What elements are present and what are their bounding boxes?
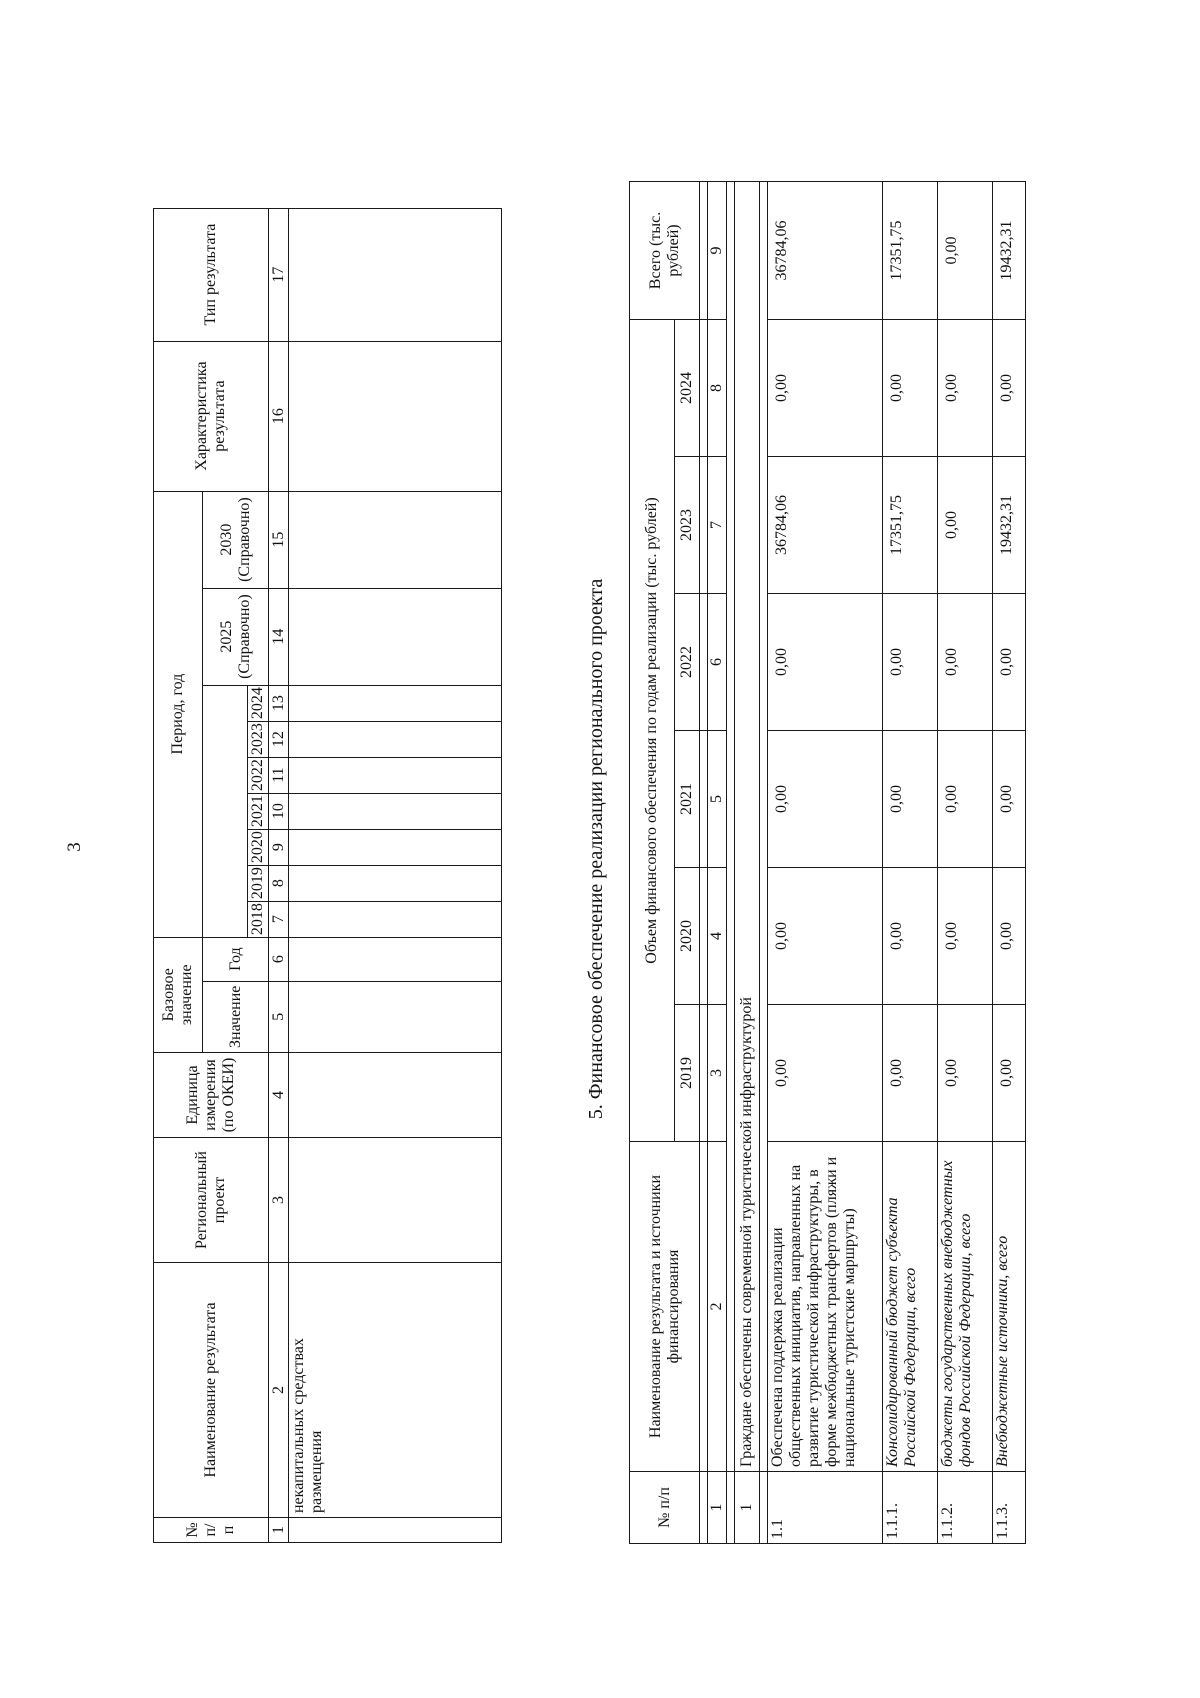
header-2025: 2025 (Справочно) — [203, 588, 269, 685]
header-no: № п/п — [154, 1518, 269, 1543]
header-unit: Единица измерения (по ОКЕИ) — [154, 1053, 269, 1138]
col-number: 8 — [708, 320, 727, 457]
value-cell: 0,00 — [883, 594, 938, 731]
empty-cell — [289, 341, 502, 491]
header-type: Тип результата — [154, 208, 269, 341]
col-number: 4 — [708, 868, 727, 1005]
header-year: 2020 — [675, 868, 700, 1005]
header-year: 2024 — [248, 685, 269, 721]
value-cell: 17351,75 — [883, 182, 938, 320]
value-cell: 0,00 — [938, 1005, 993, 1142]
value-cell: 0,00 — [768, 731, 883, 868]
value-cell: 0,00 — [768, 868, 883, 1005]
header-year: 2024 — [675, 320, 700, 457]
table-row — [993, 182, 1026, 1544]
value-cell: 0,00 — [938, 182, 993, 320]
empty-cell — [289, 1138, 502, 1263]
value-cell: 0,00 — [768, 594, 883, 731]
value-cell: 0,00 — [938, 594, 993, 731]
value-cell: 0,00 — [993, 868, 1026, 1005]
row-no: 1.1 — [768, 1472, 883, 1544]
empty-cell — [289, 1053, 502, 1138]
spacer-cell — [700, 320, 708, 457]
col-number: 3 — [708, 1005, 727, 1142]
header-year: 2018 — [248, 901, 269, 937]
results-table — [153, 208, 502, 1543]
value-cell: 0,00 — [768, 320, 883, 457]
row-name: Консолидированный бюджет субъекта Российской Федерации, всего — [883, 1142, 938, 1472]
header-years-gap — [203, 685, 248, 937]
col-number: 9 — [269, 829, 289, 865]
row-name: Внебюджетные источники, всего — [993, 1142, 1026, 1472]
section-title: 5. Финансовое обеспечение реализации регионального проекта — [585, 578, 607, 1120]
group-title: Граждане обеспечены современной туристической инфраструктурой — [735, 182, 760, 1472]
spacer-cell — [727, 182, 735, 1472]
header-year: 2019 — [675, 1005, 700, 1142]
row-name: Обеспечена поддержка реализации общественных инициатив, направленных на развитие туристической инфраструктуры, в форме межбюджетных трансфертов (пляжи и национальные туристские маршруты) — [768, 1142, 883, 1472]
column-numbers-row — [269, 208, 289, 1542]
header-total: Всего (тыс. рублей) — [630, 182, 700, 320]
value-cell: 0,00 — [883, 731, 938, 868]
value-cell: 0,00 — [993, 320, 1026, 457]
value-cell: 19432,31 — [993, 457, 1026, 594]
value-cell: 0,00 — [993, 1005, 1026, 1142]
col-number: 12 — [269, 721, 289, 757]
empty-cell — [289, 491, 502, 588]
table-row — [289, 208, 502, 1542]
spacer-cell — [700, 1472, 708, 1544]
table-row — [938, 182, 993, 1544]
header-year: 2022 — [675, 594, 700, 731]
col-number: 17 — [269, 208, 289, 341]
header-base: Базовое значение — [154, 937, 203, 1052]
col-number: 15 — [269, 491, 289, 588]
table-row — [768, 182, 883, 1544]
value-cell: 17351,75 — [883, 457, 938, 594]
row-no: 1.1.2. — [938, 1472, 993, 1544]
empty-cell — [289, 865, 502, 901]
value-cell: 0,00 — [768, 1005, 883, 1142]
row-no: 1.1.3. — [993, 1472, 1026, 1544]
col-number: 11 — [269, 757, 289, 793]
header-year: 2021 — [675, 731, 700, 868]
col-number: 7 — [269, 901, 289, 937]
page-number: 3 — [63, 842, 85, 852]
header-base-year: Год — [203, 937, 269, 981]
header-year: 2021 — [248, 793, 269, 829]
col-number: 14 — [269, 588, 289, 685]
col-number: 5 — [708, 731, 727, 868]
header-year: 2023 — [675, 457, 700, 594]
row-name: некапитальных средствах размещения — [289, 1263, 502, 1518]
value-cell: 0,00 — [938, 731, 993, 868]
value-cell: 36784,06 — [768, 457, 883, 594]
col-number: 7 — [708, 457, 727, 594]
header-year: 2019 — [248, 865, 269, 901]
header-no: № п/п — [630, 1472, 700, 1544]
header-year: 2020 — [248, 829, 269, 865]
row-no: 1.1.1. — [883, 1472, 938, 1544]
empty-cell — [289, 901, 502, 937]
row-no — [289, 1518, 502, 1543]
table-row — [883, 182, 938, 1544]
header-2030: 2030 (Справочно) — [203, 491, 269, 588]
value-cell: 36784,06 — [768, 182, 883, 320]
spacer-cell — [700, 457, 708, 594]
empty-cell — [289, 937, 502, 981]
header-name: Наименование результата и источники финансирования — [630, 1142, 700, 1472]
spacer-cell — [760, 182, 768, 1472]
header-year: 2022 — [248, 757, 269, 793]
col-number: 5 — [269, 981, 289, 1052]
value-cell: 0,00 — [883, 1005, 938, 1142]
spacer-cell — [700, 182, 708, 320]
header-name: Наименование результата — [154, 1263, 269, 1518]
col-number: 9 — [708, 182, 727, 320]
financing-table — [629, 181, 1026, 1544]
col-number: 2 — [269, 1263, 289, 1518]
empty-cell — [289, 685, 502, 721]
header-characteristic: Характеристика результата — [154, 341, 269, 491]
spacer-cell — [700, 1142, 708, 1472]
empty-cell — [289, 793, 502, 829]
col-number: 13 — [269, 685, 289, 721]
spacer-cell — [727, 1472, 735, 1544]
col-number: 6 — [269, 937, 289, 981]
header-period: Период, год — [154, 491, 203, 937]
header-volume: Объем финансового обеспечения по годам реализации (тыс. рублей) — [630, 320, 675, 1142]
col-number: 1 — [269, 1518, 289, 1543]
empty-cell — [289, 588, 502, 685]
col-number: 16 — [269, 341, 289, 491]
value-cell: 0,00 — [938, 868, 993, 1005]
spacer-cell — [700, 868, 708, 1005]
col-number: 8 — [269, 865, 289, 901]
empty-cell — [289, 981, 502, 1052]
group-row — [735, 182, 760, 1544]
value-cell: 0,00 — [883, 868, 938, 1005]
spacer-cell — [700, 594, 708, 731]
col-number: 10 — [269, 793, 289, 829]
col-number: 2 — [708, 1142, 727, 1472]
value-cell: 19432,31 — [993, 182, 1026, 320]
col-number: 4 — [269, 1053, 289, 1138]
header-project: Региональный проект — [154, 1138, 269, 1263]
empty-cell — [289, 757, 502, 793]
spacer-cell — [700, 1005, 708, 1142]
col-number: 3 — [269, 1138, 289, 1263]
value-cell: 0,00 — [938, 320, 993, 457]
value-cell: 0,00 — [993, 594, 1026, 731]
row-no: 1 — [735, 1472, 760, 1544]
empty-cell — [289, 721, 502, 757]
row-name: бюджеты государственных внебюджетных фондов Российской Федерации, всего — [938, 1142, 993, 1472]
value-cell: 0,00 — [883, 320, 938, 457]
value-cell: 0,00 — [993, 731, 1026, 868]
value-cell: 0,00 — [938, 457, 993, 594]
header-base-value: Значение — [203, 981, 269, 1052]
header-year: 2023 — [248, 721, 269, 757]
empty-cell — [289, 208, 502, 341]
empty-cell — [289, 829, 502, 865]
column-numbers-row — [708, 182, 727, 1544]
col-number: 6 — [708, 594, 727, 731]
spacer-cell — [760, 1472, 768, 1544]
spacer-cell — [700, 731, 708, 868]
col-number: 1 — [708, 1472, 727, 1544]
